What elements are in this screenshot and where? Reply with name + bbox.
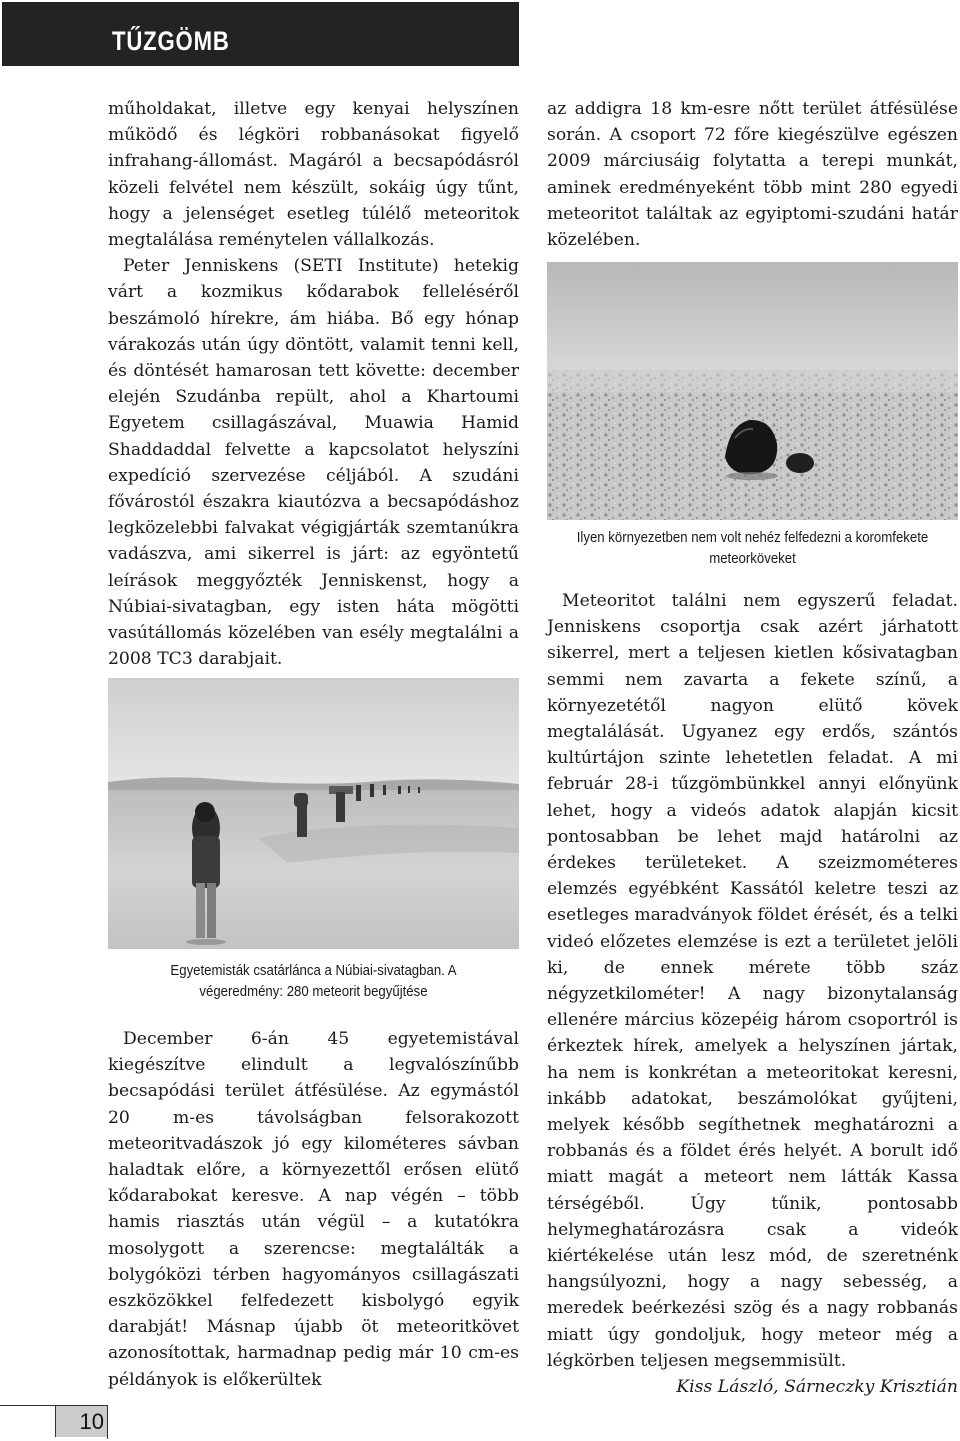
page-number: 10 [55, 1405, 108, 1437]
section-header-bar [2, 2, 519, 66]
paragraph: műholdakat, illetve egy kenyai helyszínen működő és légköri robbanásokat figyelő infrahang-állomást. Magáról a becsapódásról közeli felvétel nem készült, sokáig úgy tűnt, hogy a jelenséget esetleg túlélő meteoritok megtalálása reménytelen vállalkozás. [108, 99, 519, 251]
section-title: TŰZGÖMB [112, 26, 230, 56]
photo-caption: Egyetemisták csatárlánca a Núbiai-sivatagban. A végeredmény: 280 meteorit begyűjtése [170, 962, 457, 1000]
meteorite-photo [547, 262, 958, 520]
desert-line-photo [108, 678, 519, 949]
photo-meteorite [547, 262, 958, 520]
paragraph: az addigra 18 km-esre nőtt terület átfésülése során. A csoport 72 főre kiegészülve egészen 2009 márciusáig folytatta a terepi munkát, aminek eredményeként több mint 280 egyedi meteoritot találtak az egyiptomi-szudáni határ közelében. [547, 99, 958, 251]
left-column-bottom [108, 1026, 519, 1393]
paragraph: Peter Jenniskens (SETI Institute) hetekig várt a kozmikus kődarabok felleléséről beszámoló hírekre, ám hiába. Bő egy hónap várakozás után úgy döntött, valamit tenni kell, és döntését hamarosan tett követte: december elején Szudánba repült, ahol a Khartoumi Egyetem csillagászával, Muawia Hamid Shaddaddal felvette a kapcsolatot helyszíni expedíció szervezése céljából. A szudáni fővárostól északra kiautózva a becsapódáshoz legközelebbi falvakat végigjárták szemtanúkra vadászva, ami sikerrel is járt: az egyöntetű leírások meggyőzték Jenniskenst, hogy a Núbiai-sivatagban, egy isten háta mögötti vasútállomás közelében van esély megtalálni a 2008 TC3 darabjait. [108, 256, 519, 670]
photo-caption: Ilyen környezetben nem volt nehéz felfedezni a koromfekete meteorköveket [576, 529, 929, 567]
page-footer-divider [107, 1405, 108, 1439]
photo-students-line [108, 678, 519, 949]
author-signature: Kiss László, Sárneczky Krisztián [676, 1377, 958, 1398]
right-column-top [547, 96, 958, 253]
left-column-top [108, 96, 519, 672]
right-column-bottom [547, 588, 958, 1400]
paragraph: December 6-án 45 egyetemistával kiegészítve elindult a legvalószínűbb becsapódási terület átfésülése. Az egymástól 20 m-es távolságban felsorakozott meteoritvadászok jó egy kilométeres sávban haladtak előre, a környezettől erősen elütő kődarabokat keresve. A nap végén – több hamis riasztás után végül – a kutatókra mosolygott a szerencse: megtalálták a bolygóközi térben hagyományos csillagászati eszközökkel felfedezett kisbolygó egyik darabját! Másnap újabb öt meteoritkövet azonosítottak, harmadnap pedig már 10 cm-es példányok is előkerültek [108, 1029, 519, 1390]
paragraph: Meteoritot találni nem egyszerű feladat. Jenniskens csoportja csak azért járhatott sikerrel, mert a teljesen kietlen kősivatagban semmi nem zavarta a fekete színű, a környezetétől nagyon elütő kövek megtalálását. Ugyanez egy erdős, szántós kultúrtájon szinte lehetetlen feladat. A mi február 28-i tűzgömbünkkel annyi előnyünk lehet, hogy a videós adatok alapján kicsit pontosabban be lehet majd határolni az érdekes területeket. A szeizmométeres elemzés egyébként Kassától keletre teszi az esetleges maradványok földet érését, és a telki videó előzetes elemzése is ezt a területet jelöli ki, de ennek mérete több száz négyzetkilométer! A nagy bizonytalanság ellenére március közepéig három csoportról is érkeztek hírek, amelyek a helyszínen jártak, ha nem is konkrétan a meteoritokat keresni, inkább adatokat, beszámolókat gyűjteni, melyek később segíthetnek meghatározni a robbanás és a földet érés helyét. A borult idő miatt magát a meteort nem látták Kassa térségéből. Úgy tűnik, pontosabb helymeghatározásra csak a videók kiértékelése után lesz mód, de szeretnénk hangsúlyozni, hogy a nagy sebesség, a meredek beérkezési szög és a nagy robbanás miatt úgy gondoljuk, hogy meteor még a légkörben teljesen megsemmisült. [547, 591, 958, 1371]
